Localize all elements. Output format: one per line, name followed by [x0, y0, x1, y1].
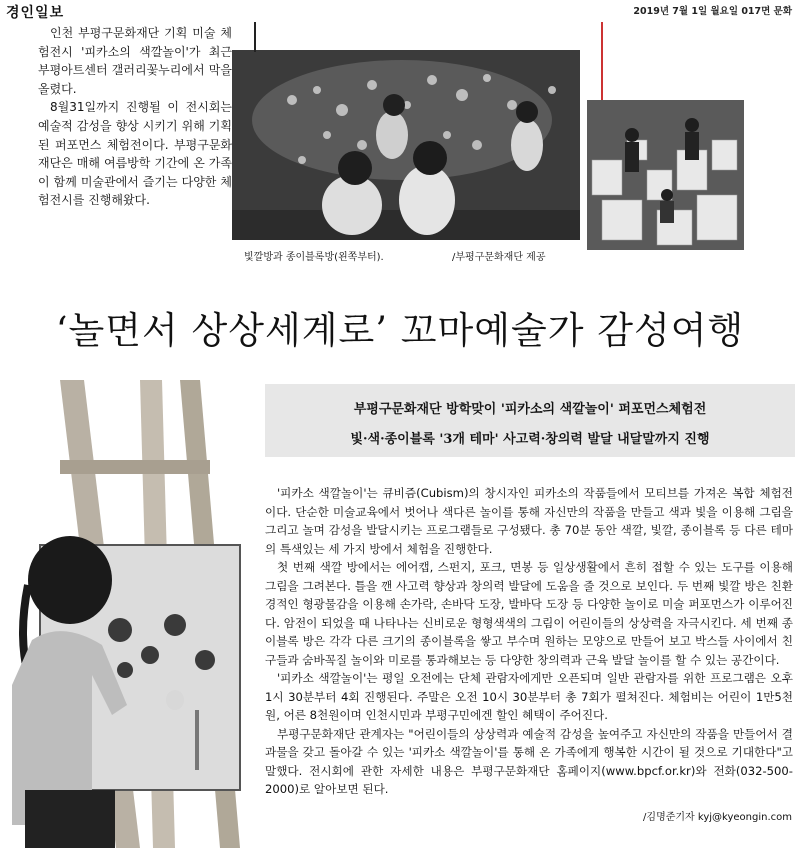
intro-paragraph: 인천 부평구문화재단 기획 미술 체험전시 '피카소의 색깔놀이'가 최근 부평아트센터 갤러리꽃누리에서 막을 올렸다. — [38, 26, 232, 96]
body-paragraph: '피카소 색깔놀이'는 평일 오전에는 단체 관람자에게만 오픈되며 일반 관람자를 위한 프로그램은 오후 1시 30분부터 4회 진행된다. 주말은 오전 10시 30분부터 총 7회가 펼쳐진다. 체험비는 어린이 1만5천원, 어른 8천원이며 인천시민과 부평구민에겐 할인 혜택이 주어진다. — [265, 671, 793, 722]
photo-child-painting — [0, 370, 262, 848]
photo-block-room — [587, 100, 744, 250]
light-room-illustration — [232, 50, 580, 240]
intro-text — [38, 24, 232, 210]
hanging-lamp-cord — [601, 22, 603, 102]
body-paragraph: 부평구문화재단 관계자는 "어린이들의 상상력과 예술적 감성을 높여주고 자신만의 작품을 만들어서 결과물을 갖고 돌아갈 수 있는 '피카소 색깔놀이'를 통해 온 가족에게 행복한 시간이 될 것으로 기대한다"고 말했다. 전시회에 관한 자세한 내용은 부평구문화재단 홈페이지(www.bpcf.or.kr)와 전화(032-500-2000)로 알아보면 된다. — [265, 726, 793, 796]
headline: ‘놀면서 상상세계로’ 꼬마예술가 감성여행 — [55, 309, 745, 352]
hanging-lamp-cord — [254, 22, 256, 52]
photo-light-room — [232, 50, 580, 240]
block-room-illustration — [587, 100, 744, 250]
masthead: 경인일보 — [6, 5, 65, 21]
photo-credit: /부평구문화재단 제공 — [452, 252, 546, 263]
child-easel-illustration — [0, 370, 262, 848]
intro-paragraph: 8월31일까지 진행될 이 전시회는 예술적 감성을 향상 시키기 위해 기획된 퍼포먼스 체험전이다. 부평구문화재단은 매해 여름방학 기간에 온 가족이 함께 미술관에서 즐기는 다양한 체험전시를 진행해왔다. — [38, 100, 232, 208]
subhead-box — [265, 384, 795, 457]
dateline: 2019년 7월 1일 월요일 017면 문화 — [633, 6, 792, 17]
subhead-1: 부평구문화재단 방학맞이 '피카소의 색깔놀이' 퍼포먼스체험전 — [353, 402, 707, 417]
article-body — [265, 484, 793, 799]
body-paragraph: '피카소 색깔놀이'는 큐비즘(Cubism)의 창시자인 피카소의 작품들에서 모티브를 가져온 복합 체험전이다. 단순한 미술교육에서 벗어나 색다른 놀이를 통해 자신만의 작품을 만들고 색과 빛을 이용해 그림을 그리고 놀며 감성을 발달시키는 프로그램들로 구성됐다. 총 70분 동안 색깔, 빛깔, 종이블록 등 다른 테마의 특색있는 세 가지 방에서 체험을 진행한다. — [265, 486, 793, 556]
photo-caption: 빛깔방과 종이블록방(왼쪽부터). — [244, 252, 384, 263]
body-paragraph: 첫 번째 색깔 방에서는 에어캡, 스펀지, 포크, 면봉 등 일상생활에서 흔히 접할 수 있는 도구를 이용해 그림을 그려본다. 틀을 깬 사고력 향상과 창의력 발달에 도움을 줄 것으로 보인다. 두 번째 빛깔 방은 친환경적인 형광물감을 이용해 손가락, 손바닥 도장, 발바닥 도장 등 다양한 놀이로 미술 퍼포먼스가 이루어진다. 암전이 되었을 때 나타나는 신비로운 형형색색의 그림이 어린이들의 상상력을 자극시킨다. 세 번째 종이블록 방은 각각 다른 크기의 종이블록을 쌓고 부수며 원하는 모양으로 만들어 보고 박스들 사이에서 친구들과 숨바꼭질 놀이와 미로를 통과해보는 등 다양한 창의력과 근육 발달 놀이를 할 수 있는 공간이다. — [265, 560, 793, 667]
subhead-2: 빛·색·종이블록 '3개 테마' 사고력·창의력 발달 내달말까지 진행 — [350, 432, 710, 447]
byline: /김명준기자 kyj@kyeongin.com — [643, 812, 792, 823]
